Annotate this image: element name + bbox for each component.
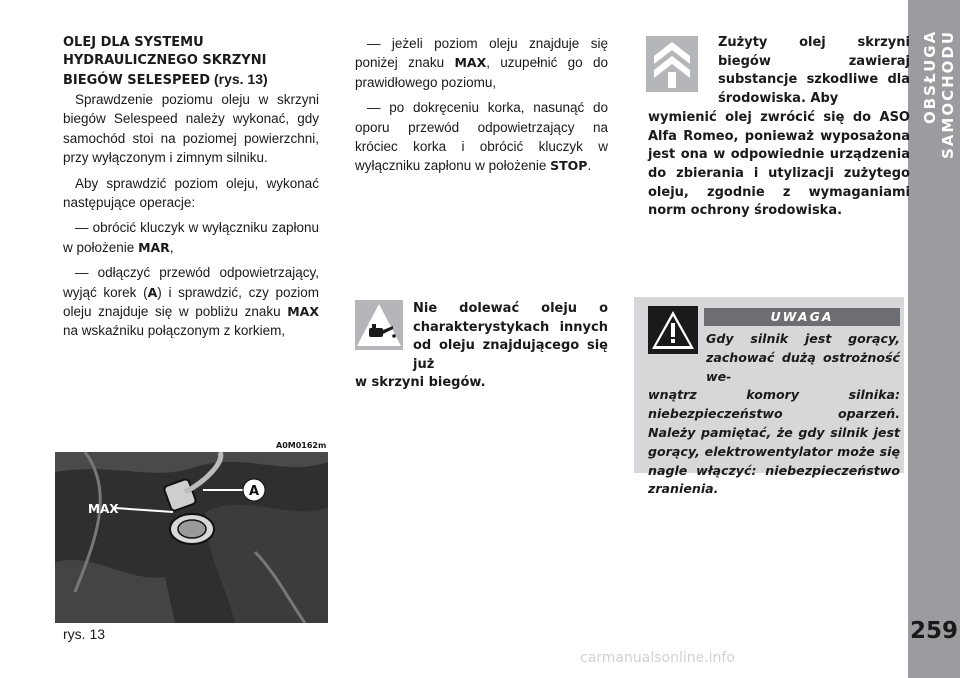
text-column-left: [63, 34, 319, 341]
paragraph-steps-intro: Aby sprawdzić poziom oleju, wykonać następujące operacje:: [63, 175, 319, 211]
step-4: [355, 98, 608, 176]
keyword-stop: STOP: [550, 158, 588, 174]
keyword-max: MAX: [287, 304, 319, 320]
environment-note-rest: wymienić olej zwrócić się do ASO Alfa Romeo, ponieważ wyposażona jest ona w odpowiednie urządzenia do zbierania i utylizacji zużytego oleju, zgodnie z wymaganiami norm ochrony środowiska.: [648, 109, 910, 219]
step-4-text: — po dokręceniu korka, nasunąć do oporu przewód odpowietrzający na króciec korka i obrócić kluczyk w wyłączniku zapłonu w położenie: [355, 100, 608, 174]
section-heading-text: OLEJ DLA SYSTEMU HYDRAULICZNEGO SKRZYNI BIEGÓW SELESPEED: [63, 35, 267, 88]
oil-warning-first: Nie dolewać oleju o charakterystykach innych od oleju znajdującego się już: [413, 301, 608, 372]
side-section-title: OBSŁUGA SAMOCHODU: [921, 30, 957, 160]
caution-text: [648, 330, 900, 499]
figure-reference: (rys. 13): [210, 71, 268, 87]
step-1-text: — obrócić kluczyk w wyłączniku zapłonu w położenie: [63, 220, 319, 255]
step-2-end: na wskaźniku połączonym z korkiem,: [63, 323, 286, 339]
step-3: [355, 34, 608, 92]
step-2-mid: ) i sprawdzić, czy poziom oleju znajduje się w pobliżu znaku: [63, 284, 319, 320]
figure-label-max: MAX: [88, 502, 119, 516]
step-4-end: .: [587, 158, 592, 174]
step-2: [63, 263, 319, 341]
step-2-text: — odłączyć przewód odpowietrzający, wyjąć korek (: [63, 265, 319, 300]
caution-text-rest: wnątrz komory silnika: niebezpieczeństwo oparzeń. Należy pamiętać, że gdy silnik jest gorący, elektrowentylator może się nagle włączyć: niebezpieczeństwo zranienia.: [648, 387, 900, 497]
step-1-end: ,: [169, 239, 174, 255]
oil-warning-rest: w skrzyni biegów.: [355, 375, 486, 391]
paragraph-intro: Sprawdzenie poziomu oleju w skrzyni biegów Selespeed należy wykonać, gdy samochód stoi na poziomej powierzchni, przy wyłączonym i zimnym silniku.: [63, 92, 319, 166]
environment-note-text: [648, 34, 910, 221]
keyword-mar: MAR: [138, 239, 170, 255]
figure-code: A0M0162m: [276, 441, 327, 450]
engine-illustration: [55, 452, 328, 623]
figure-engine-photo: [55, 452, 328, 623]
section-heading: [63, 34, 319, 90]
caution-label: UWAGA: [704, 308, 900, 326]
watermark: carmanualsonline.info: [580, 650, 735, 666]
step-1: [63, 218, 319, 257]
keyword-a: A: [147, 284, 158, 300]
keyword-max-2: MAX: [454, 55, 487, 71]
figure-caption: rys. 13: [63, 626, 106, 642]
oil-warning-text: [355, 300, 608, 393]
environment-note-first: Zużyty olej skrzyni biegów zawieraj substancje szkodliwe dla środowiska. Aby: [718, 35, 910, 107]
step-3-end: , uzupełnić go do prawidłowego poziomu,: [355, 55, 608, 90]
caution-text-first: Gdy silnik jest gorący, zachować dużą ostrożność we-: [706, 331, 900, 384]
step-3-text: — jeżeli poziom oleju znajduje się poniżej znaku: [355, 36, 608, 71]
figure-label-a: A: [248, 484, 260, 499]
page-number: 259: [909, 618, 958, 644]
text-column-middle: [355, 34, 608, 176]
